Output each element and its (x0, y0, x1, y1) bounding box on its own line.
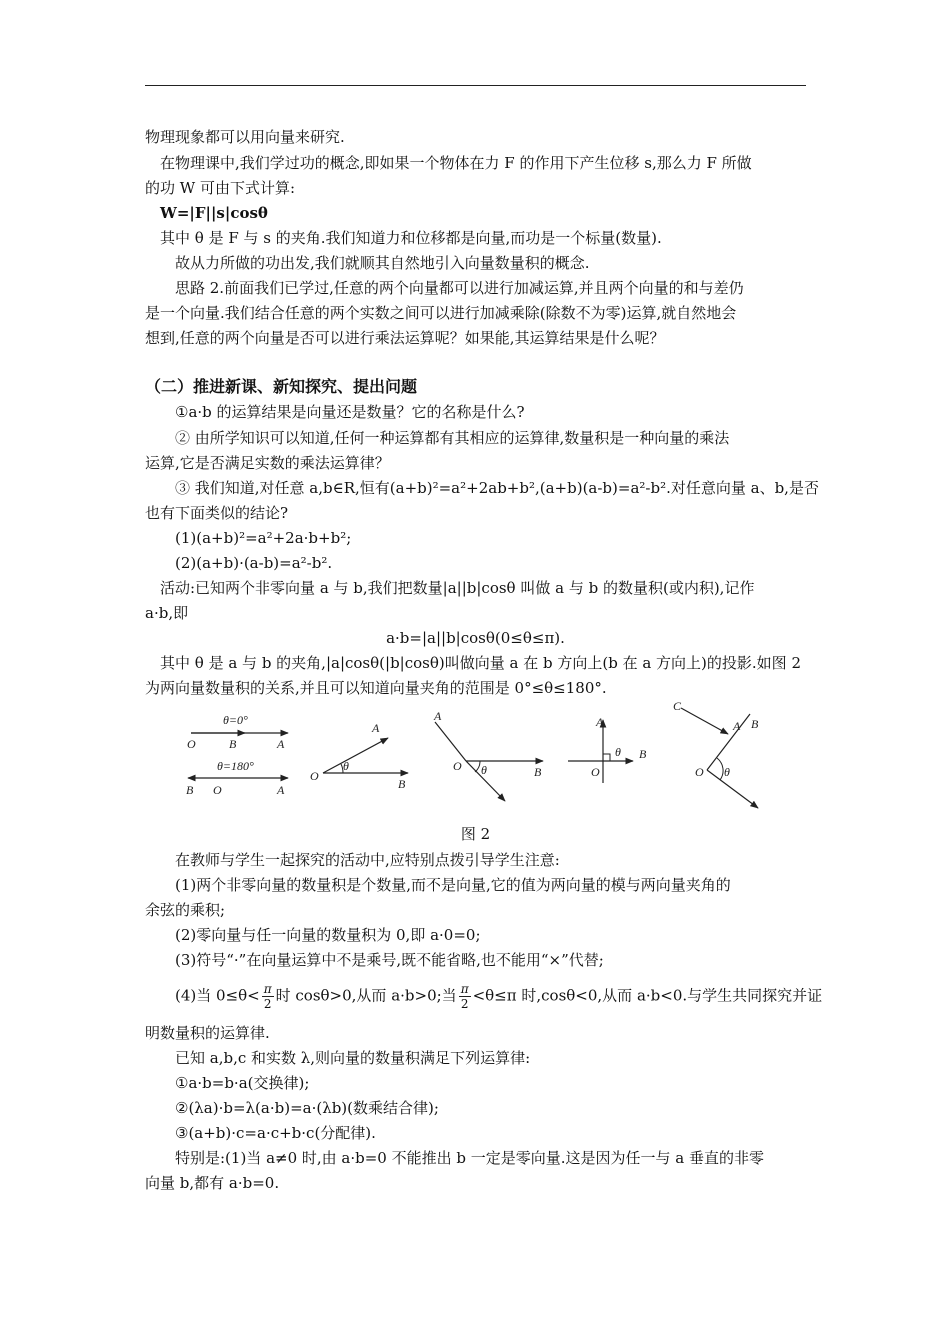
question-1: ①a·b 的运算结果是向量还是数量？它的名称是什么? (175, 403, 525, 421)
text-line: 为两向量数量积的关系,并且可以知道向量夹角的范围是 0°≤θ≤180°. (145, 679, 607, 697)
text-line: 想到,任意的两个向量是否可以进行乘法运算呢？如果能,其运算结果是什么呢？ (145, 329, 665, 347)
text-line: 其中 θ 是 a 与 b 的夹角,|a|cosθ(|b|cosθ)叫做向量 a 在 b 方向上(b 在 a 方向上)的投影.如图 2 (160, 654, 801, 672)
text-line: 其中 θ 是 F 与 s 的夹角.我们知道力和位移都是向量,而功是一个标量(数量). (160, 229, 662, 247)
svg-text:B: B (534, 765, 542, 779)
law-scalar-associative: ②(λa)·b=λ(a·b)=a·(λb)(数乘结合律); (175, 1099, 439, 1117)
formula-work: W=|F||s|cosθ (160, 204, 268, 222)
svg-text:A: A (277, 783, 285, 797)
svg-text:B: B (398, 777, 406, 791)
text-line: 向量 b,都有 a·b=0. (145, 1174, 280, 1192)
activity-line: 活动:已知两个非零向量 a 与 b,我们把数量|a||b|cosθ 叫做 a 与 b 的数量积(或内积),记作 (160, 579, 755, 597)
panel-right-angle (568, 715, 647, 783)
text-line: a·b,即 (145, 604, 189, 622)
note-3: (3)符号“·”在向量运算中不是乘号,既不能省略,也不能用“×”代替; (175, 951, 604, 969)
text-line: 思路 2.前面我们已学过,任意的两个向量都可以进行加减运算,并且两个向量的和与差仍 (175, 279, 744, 297)
text-line: 也有下面类似的结论? (145, 504, 289, 522)
law-distributive: ③(a+b)·c=a·c+b·c(分配律). (175, 1124, 376, 1142)
text-line: 物理现象都可以用向量来研究. (145, 128, 345, 146)
svg-text:A: A (277, 737, 285, 751)
svg-text:A: A (596, 715, 604, 729)
panel-wide-angle (673, 699, 759, 808)
theta-0-label: θ=0° (223, 713, 248, 727)
fraction-pi-over-2: $\frac{\pi}{2}$ (263, 982, 272, 1011)
svg-text:θ: θ (615, 745, 621, 759)
panel-opposite-direction (186, 759, 288, 797)
svg-text:B: B (751, 717, 759, 731)
panel-acute-angle (310, 721, 408, 791)
formula-2: (2)(a+b)·(a-b)=a²-b². (175, 554, 333, 572)
section-heading: （二）推进新课、新知探究、提出问题 (145, 377, 418, 396)
question-3: ③ 我们知道,对任意 a,b∈R,恒有(a+b)²=a²+2ab+b²,(a+b)(a-b)=a²-b².对任意向量 a、b,是否 (175, 479, 819, 497)
svg-text:A: A (733, 719, 741, 733)
figure-caption: 图 2 (460, 825, 491, 843)
law-commutative: ①a·b=b·a(交换律); (175, 1074, 310, 1092)
text-line: 的功 W 可由下式计算: (145, 179, 296, 197)
text-line: 余弦的乘积; (145, 901, 226, 919)
svg-text:O: O (591, 765, 600, 779)
note-4-part-a: (4)当 0≤θ< (175, 986, 260, 1005)
text-line: 已知 a,b,c 和实数 λ,则向量的数量积满足下列运算律: (175, 1049, 531, 1067)
svg-text:θ: θ (724, 765, 730, 779)
note-1: (1)两个非零向量的数量积是个数量,而不是向量,它的值为两向量的模与两向量夹角的 (175, 876, 731, 894)
svg-text:B: B (229, 737, 237, 751)
svg-text:O: O (187, 737, 196, 751)
question-2: ② 由所学知识可以知道,任何一种运算都有其相应的运算律,数量积是一种向量的乘法 (175, 429, 730, 447)
svg-text:O: O (695, 765, 704, 779)
text-line: 在教师与学生一起探究的活动中,应特别点拨引导学生注意: (175, 851, 560, 869)
theta-180-label: θ=180° (217, 759, 254, 773)
svg-text:O: O (453, 759, 462, 773)
note-4-part-c: <θ≤π 时,cosθ<0,从而 a·b<0.与学生共同探究并证 (472, 986, 823, 1005)
note-2: (2)零向量与任一向量的数量积为 0,即 a·0=0; (175, 926, 481, 944)
svg-text:O: O (310, 769, 319, 783)
formula-1: (1)(a+b)²=a²+2a·b+b²; (175, 529, 352, 547)
text-line: 故从力所做的功出发,我们就顺其自然地引入向量数量积的概念. (175, 254, 590, 272)
header-rule (145, 85, 806, 86)
text-line: 特别是:(1)当 a≠0 时,由 a·b=0 不能推出 b 一定是零向量.这是因为任一与 a 垂直的非零 (175, 1149, 765, 1167)
text-line: 是一个向量.我们结合任意的两个实数之间可以进行加减乘除(除数不为零)运算,就自然地会 (145, 304, 737, 322)
svg-text:B: B (639, 747, 647, 761)
svg-text:O: O (213, 783, 222, 797)
svg-text:A: A (372, 721, 380, 735)
figure-2 (183, 698, 803, 818)
svg-text:A: A (434, 709, 442, 723)
panel-same-direction (187, 713, 288, 751)
svg-text:B: B (186, 783, 194, 797)
text-line: 运算,它是否满足实数的乘法运算律？ (145, 454, 390, 472)
svg-text:C: C (673, 699, 682, 713)
note-4-part-b: 时 cosθ>0,从而 a·b>0;当 (275, 986, 457, 1005)
note-4 (175, 982, 822, 1011)
text-line: 在物理课中,我们学过功的概念,即如果一个物体在力 F 的作用下产生位移 s,那么力 F 所做 (160, 154, 752, 172)
svg-text:θ: θ (481, 763, 487, 777)
text-line: 明数量积的运算律. (145, 1024, 270, 1042)
fraction-pi-over-2: $\frac{\pi}{2}$ (460, 982, 469, 1011)
svg-text:θ: θ (343, 759, 349, 773)
dot-product-definition: a·b=|a||b|cosθ(0≤θ≤π). (386, 629, 565, 647)
panel-obtuse-angle (433, 709, 543, 801)
